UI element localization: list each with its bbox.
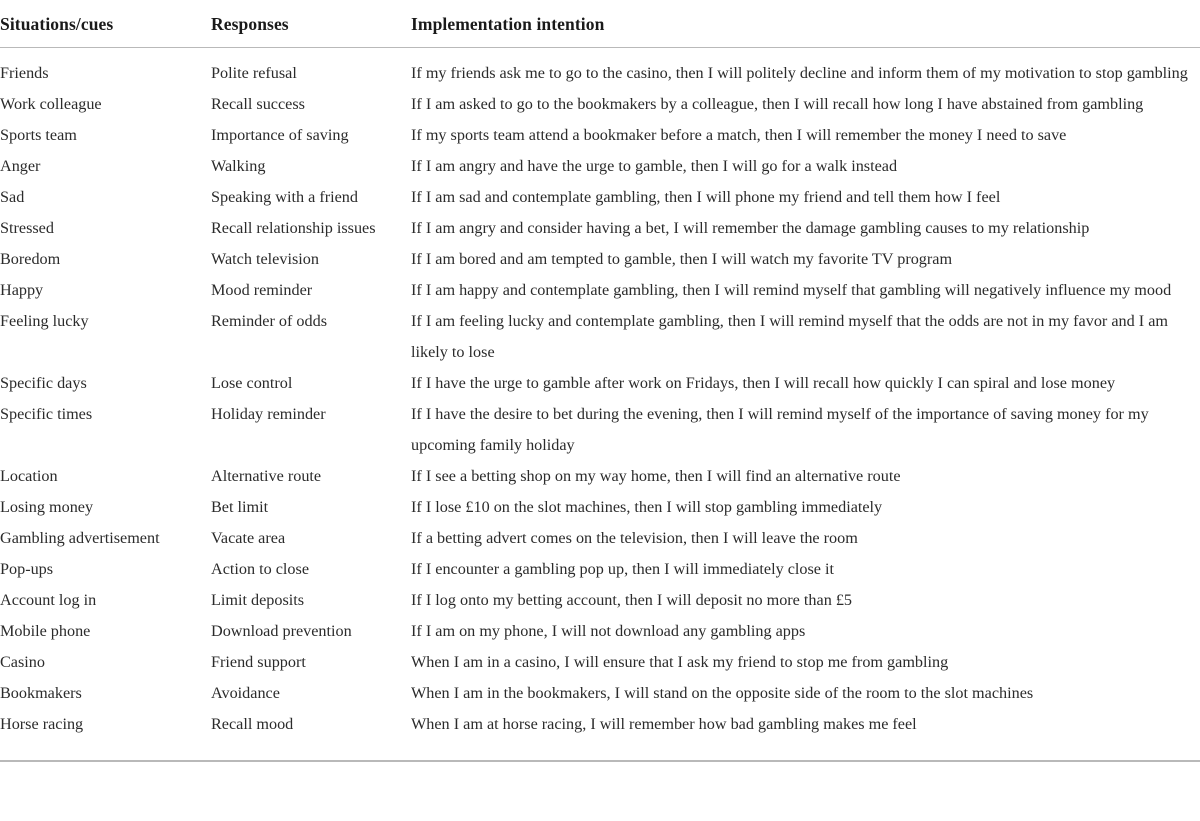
cell-response: Friend support [211, 653, 306, 671]
cell-situation: Mobile phone [0, 622, 91, 640]
cell-situation: Horse racing [0, 715, 84, 733]
table-row [0, 461, 1200, 492]
cell-response: Avoidance [211, 684, 280, 702]
table-row [0, 368, 1200, 399]
table-row [0, 213, 1200, 244]
cell-implementation-intention: If I am on my phone, I will not download any gambling apps [411, 622, 806, 640]
table-row [0, 244, 1200, 275]
cell-response: Walking [211, 157, 266, 175]
cell-implementation-intention: If I see a betting shop on my way home, then I will find an alternative route [411, 467, 901, 485]
cell-implementation-intention: If my friends ask me to go to the casino, then I will politely decline and inform them of my motivation to stop gambling [411, 64, 1188, 82]
cell-situation: Stressed [0, 219, 54, 237]
cell-implementation-intention: If I am happy and contemplate gambling, then I will remind myself that gambling will negatively influence my mood [411, 281, 1172, 299]
cell-situation: Pop-ups [0, 560, 54, 578]
cell-implementation-intention: If I am feeling lucky and contemplate gambling, then I will remind myself that the odds are not in my favor and I am likely to lose [411, 312, 1168, 361]
table-row [0, 89, 1200, 120]
cell-situation: Sports team [0, 126, 77, 144]
cell-response: Action to close [211, 560, 310, 578]
cell-response: Polite refusal [211, 64, 297, 82]
cell-implementation-intention: If I am asked to go to the bookmakers by a colleague, then I will recall how long I have abstained from gambling [411, 95, 1144, 113]
column-header-responses: Responses [211, 0, 411, 48]
cell-implementation-intention: If I am angry and consider having a bet, I will remember the damage gambling causes to my relationship [411, 219, 1090, 237]
cell-response: Recall relationship issues [211, 219, 376, 237]
cell-situation: Feeling lucky [0, 312, 89, 330]
table-row [0, 151, 1200, 182]
table-header [0, 0, 1200, 48]
cell-response: Recall success [211, 95, 305, 113]
cell-situation: Sad [0, 188, 25, 206]
table-row [0, 120, 1200, 151]
cell-response: Holiday reminder [211, 405, 326, 423]
cell-situation: Losing money [0, 498, 94, 516]
cell-situation: Anger [0, 157, 41, 175]
cell-implementation-intention: If I am angry and have the urge to gamble, then I will go for a walk instead [411, 157, 898, 175]
table-row [0, 275, 1200, 306]
cell-implementation-intention: If I am bored and am tempted to gamble, then I will watch my favorite TV program [411, 250, 953, 268]
cell-situation: Account log in [0, 591, 97, 609]
cell-implementation-intention: If I am sad and contemplate gambling, then I will phone my friend and tell them how I feel [411, 188, 1001, 206]
cell-implementation-intention: When I am in the bookmakers, I will stand on the opposite side of the room to the slot machines [411, 684, 1034, 702]
table-row [0, 647, 1200, 678]
table-row [0, 585, 1200, 616]
table-row [0, 492, 1200, 523]
cell-situation: Boredom [0, 250, 61, 268]
cell-implementation-intention: When I am at horse racing, I will remember how bad gambling makes me feel [411, 715, 917, 733]
cell-response: Recall mood [211, 715, 294, 733]
cell-implementation-intention: If I have the desire to bet during the evening, then I will remind myself of the importance of saving money for my upcoming family holiday [411, 405, 1149, 454]
table-header-row [0, 0, 1200, 48]
cell-situation: Bookmakers [0, 684, 82, 702]
cell-implementation-intention: If I have the urge to gamble after work on Fridays, then I will recall how quickly I can spiral and lose money [411, 374, 1116, 392]
cell-implementation-intention: If my sports team attend a bookmaker before a match, then I will remember the money I need to save [411, 126, 1067, 144]
cell-implementation-intention: If I log onto my betting account, then I will deposit no more than £5 [411, 591, 853, 609]
table-row [0, 678, 1200, 709]
column-header-situations: Situations/cues [0, 0, 211, 48]
table-row [0, 616, 1200, 647]
cell-situation: Casino [0, 653, 45, 671]
table-row [0, 523, 1200, 554]
table-bottom-rule [0, 760, 1200, 762]
cell-response: Speaking with a friend [211, 188, 358, 206]
cell-situation: Specific days [0, 374, 87, 392]
cell-response: Watch television [211, 250, 319, 268]
cell-situation: Location [0, 467, 58, 485]
cell-response: Alternative route [211, 467, 322, 485]
cell-response: Download prevention [211, 622, 352, 640]
cell-response: Limit deposits [211, 591, 305, 609]
table-row [0, 709, 1200, 754]
table-row [0, 48, 1200, 90]
cell-situation: Work colleague [0, 95, 102, 113]
cell-implementation-intention: If a betting advert comes on the television, then I will leave the room [411, 529, 858, 547]
cell-situation: Specific times [0, 405, 93, 423]
cell-situation: Friends [0, 64, 49, 82]
table-row [0, 399, 1200, 461]
cell-response: Reminder of odds [211, 312, 327, 330]
cell-situation: Gambling advertisement [0, 529, 160, 547]
cell-implementation-intention: When I am in a casino, I will ensure that I ask my friend to stop me from gambling [411, 653, 949, 671]
cell-response: Mood reminder [211, 281, 313, 299]
table-body [0, 48, 1200, 755]
table-row [0, 306, 1200, 368]
column-header-implementation-intention: Implementation intention [411, 0, 1200, 48]
cell-response: Lose control [211, 374, 293, 392]
cell-implementation-intention: If I lose £10 on the slot machines, then I will stop gambling immediately [411, 498, 883, 516]
table-row [0, 182, 1200, 213]
cell-situation: Happy [0, 281, 44, 299]
cell-implementation-intention: If I encounter a gambling pop up, then I will immediately close it [411, 560, 835, 578]
table-row [0, 554, 1200, 585]
cell-response: Importance of saving [211, 126, 349, 144]
cell-response: Bet limit [211, 498, 269, 516]
cell-response: Vacate area [211, 529, 286, 547]
